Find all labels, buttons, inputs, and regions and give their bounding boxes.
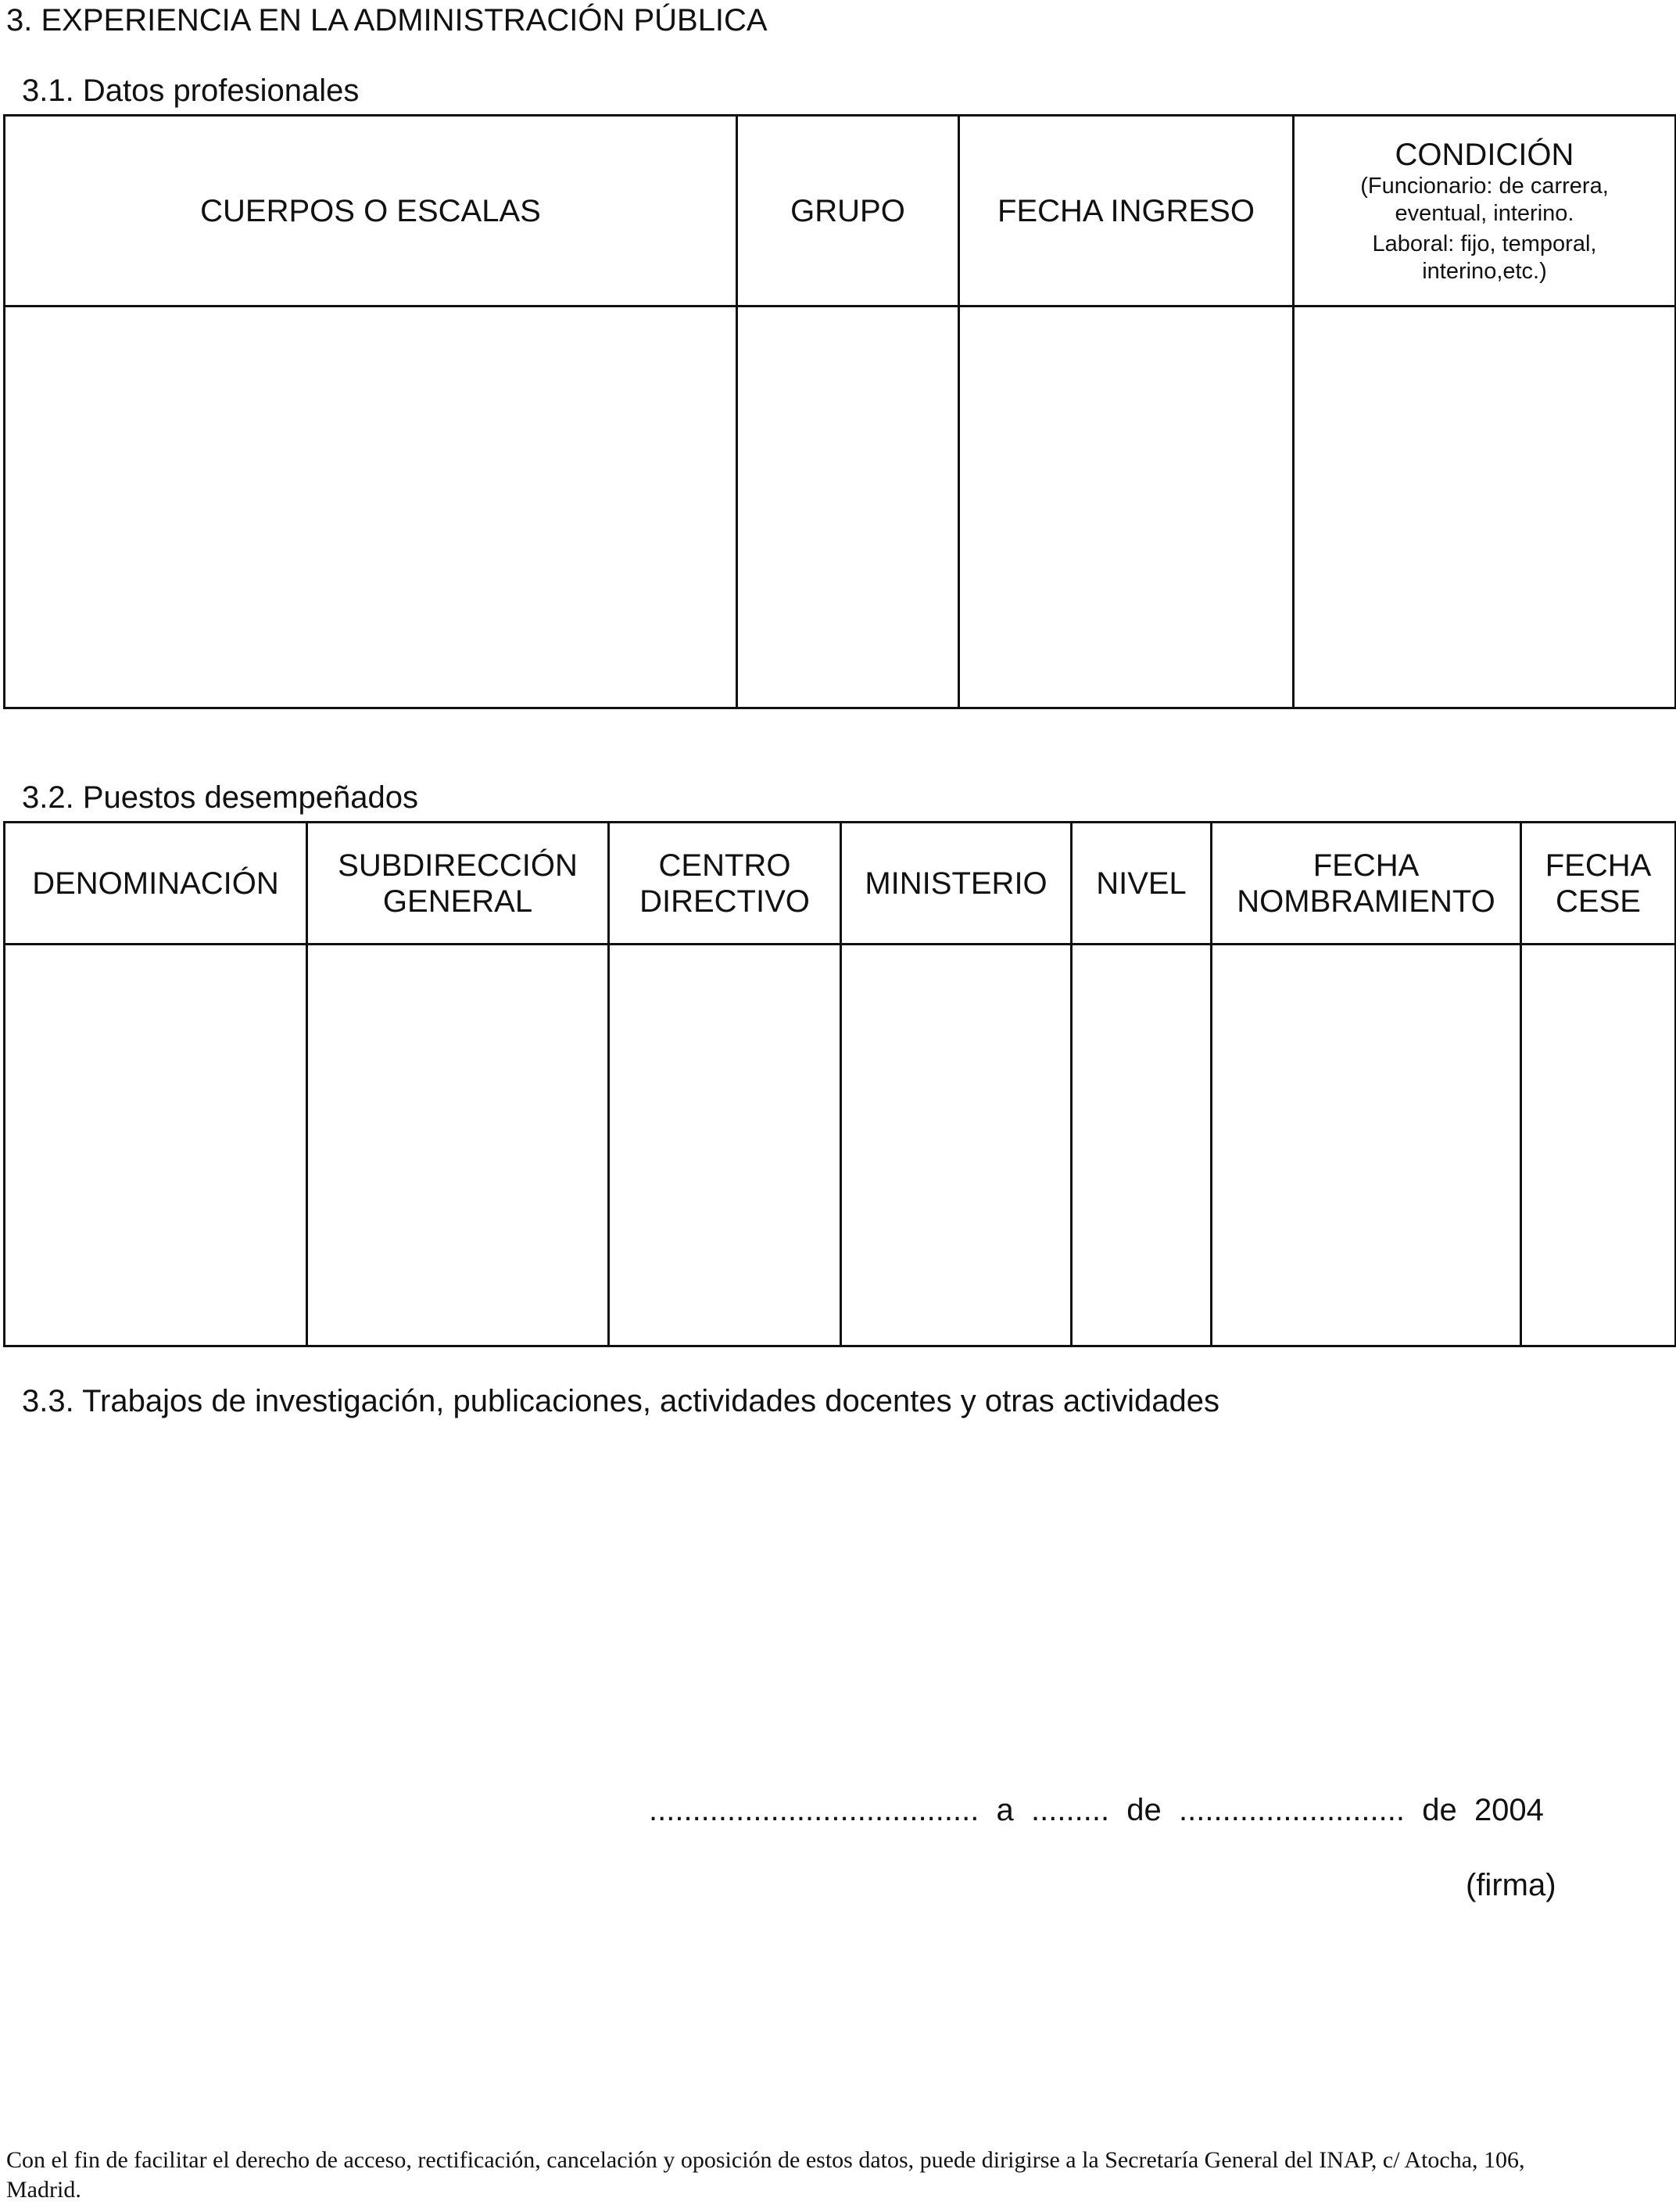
a-label: a bbox=[996, 1793, 1014, 1827]
input-ministerio[interactable] bbox=[841, 945, 1072, 1346]
input-centro-directivo[interactable] bbox=[609, 945, 841, 1346]
col-subdireccion-general: SUBDIRECCIÓN GENERAL bbox=[307, 823, 609, 945]
input-fecha-nombramiento[interactable] bbox=[1212, 945, 1521, 1346]
firma-label: (firma) bbox=[1466, 1868, 1556, 1902]
input-condicion[interactable] bbox=[1294, 307, 1676, 708]
col-nivel: NIVEL bbox=[1072, 823, 1212, 945]
trabajos-input-area[interactable] bbox=[22, 1431, 1648, 1759]
col-fecha-nombramiento: FECHA NOMBRAMIENTO bbox=[1212, 823, 1521, 945]
place-field[interactable]: ...................................... bbox=[649, 1793, 979, 1827]
col-ministerio: MINISTERIO bbox=[841, 823, 1072, 945]
condicion-note-laboral: Laboral: fijo, temporal, interino,etc.) bbox=[1372, 231, 1597, 284]
puestos-table bbox=[3, 821, 1676, 1347]
day-field[interactable]: ......... bbox=[1031, 1793, 1110, 1827]
input-denominacion[interactable] bbox=[5, 945, 307, 1346]
year-label: de 2004 bbox=[1422, 1793, 1544, 1827]
datos-profesionales-table bbox=[3, 114, 1676, 709]
col-centro-directivo: CENTRO DIRECTIVO bbox=[609, 823, 841, 945]
col-denominacion: DENOMINACIÓN bbox=[5, 823, 307, 945]
col-condicion bbox=[1294, 116, 1676, 307]
input-grupo[interactable] bbox=[737, 307, 959, 708]
table-header-row bbox=[5, 823, 1676, 945]
puestos-heading: 3.2. Puestos desempeñados bbox=[22, 780, 419, 815]
col-grupo: GRUPO bbox=[737, 116, 959, 307]
table-row bbox=[5, 945, 1676, 1346]
footer-note: Con el fin de facilitar el derecho de acceso, rectificación, cancelación y oposición de estos datos, puede dirigirse a la Secretaría General del INAP, c/ Atocha, 106, Madrid. bbox=[6, 2147, 1525, 2203]
table-header-row bbox=[5, 116, 1676, 307]
condicion-title: CONDICIÓN bbox=[1395, 137, 1574, 172]
input-fecha-ingreso[interactable] bbox=[959, 307, 1294, 708]
input-subdireccion-general[interactable] bbox=[307, 945, 609, 1346]
col-fecha-cese: FECHA CESE bbox=[1521, 823, 1676, 945]
trabajos-heading: 3.3. Trabajos de investigación, publicaciones, actividades docentes y otras actividades bbox=[22, 1384, 1220, 1418]
col-fecha-ingreso: FECHA INGRESO bbox=[959, 116, 1294, 307]
section-title: 3. EXPERIENCIA EN LA ADMINISTRACIÓN PÚBLICA bbox=[6, 3, 768, 38]
input-cuerpos-escalas[interactable] bbox=[5, 307, 737, 708]
de-label: de bbox=[1126, 1793, 1162, 1827]
table-row bbox=[5, 307, 1676, 708]
condicion-note-funcionario: (Funcionario: de carrera, eventual, interino. bbox=[1360, 173, 1609, 226]
input-fecha-cese[interactable] bbox=[1521, 945, 1676, 1346]
input-nivel[interactable] bbox=[1072, 945, 1212, 1346]
datos-profesionales-heading: 3.1. Datos profesionales bbox=[22, 73, 360, 108]
col-cuerpos-escalas: CUERPOS O ESCALAS bbox=[5, 116, 737, 307]
month-field[interactable]: .......................... bbox=[1179, 1793, 1405, 1827]
date-line bbox=[649, 1792, 1544, 1828]
